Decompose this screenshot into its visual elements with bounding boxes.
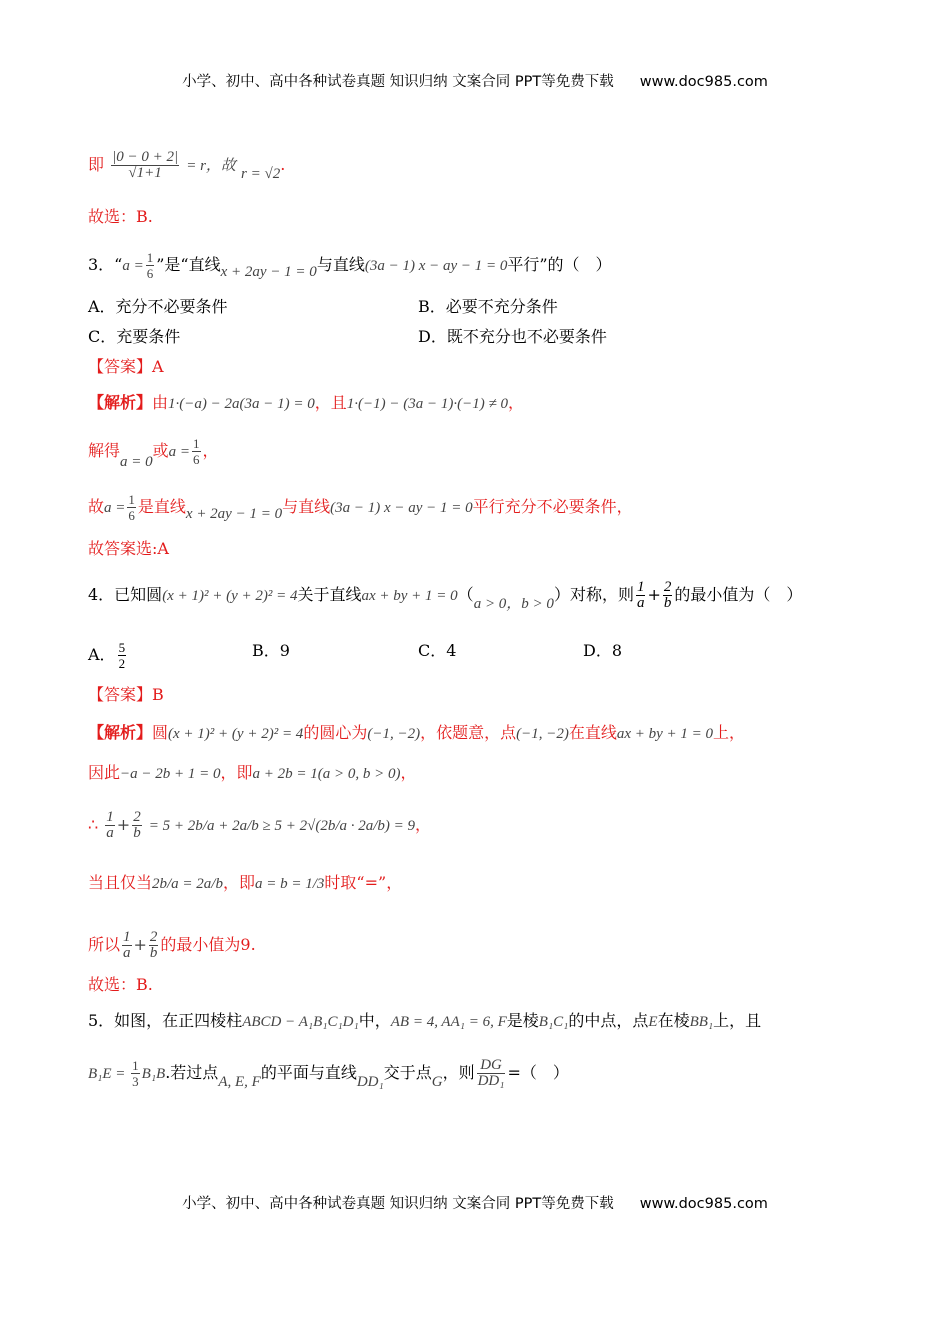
q3-analysis-2: 解得a = 0或a = $\frac{1}{6}$ ， bbox=[88, 436, 219, 470]
q3-analysis-1: 【解析】由1·(−a) − 2a(3a − 1) = 0，且1·(−1) − (3a − 1)·(−1) ≠ 0， bbox=[88, 393, 524, 412]
q4-answer: 【答案】B bbox=[88, 685, 164, 704]
q4-option-b[interactable]: B．9 bbox=[252, 641, 290, 660]
q3-option-c[interactable]: C．充要条件 bbox=[88, 327, 181, 346]
q4-analysis-6: 故选：B. bbox=[88, 975, 153, 994]
q5-stem-1: 5．如图，在正四棱柱ABCD − A₁B₁C₁D₁中，AB = 4, AA₁ = 6, F是棱B₁C₁的中点，点E在棱BB₁上，且 bbox=[88, 1011, 762, 1030]
page-footer bbox=[0, 1192, 950, 1213]
header-url[interactable]: www.doc985.com bbox=[639, 74, 768, 90]
q4-option-c[interactable]: C．4 bbox=[418, 641, 457, 660]
footer-url[interactable]: www.doc985.com bbox=[639, 1196, 768, 1212]
header-text: 小学、初中、高中各种试卷真题 知识归纳 文案合同 PPT等免费下载 bbox=[182, 74, 614, 90]
q4-analysis-1: 【解析】圆(x + 1)² + (y + 2)² = 4的圆心为(−1, −2)，依题意，点(−1, −2)在直线ax + by + 1 = 0上， bbox=[88, 723, 746, 742]
q4-analysis-3: ∴ $\frac{1}{a}$ + $\frac{2}{b}$ = 5 + 2b/a + 2a/b ≥ 5 + 2√(2b/a · 2a/b) = 9， bbox=[88, 809, 432, 841]
q4-analysis-5: 所以 $\frac{1}{a}$ + $\frac{2}{b}$ 的最小值为9. bbox=[88, 929, 256, 961]
q4-stem: 4．已知圆(x + 1)² + (y + 2)² = 4关于直线ax + by + 1 = 0（a > 0，b > 0）对称，则 $\frac{1}{a}$ + $\frac{2}{b}$ 的最小值为（ ） bbox=[88, 579, 803, 612]
footer-text: 小学、初中、高中各种试卷真题 知识归纳 文案合同 PPT等免费下载 bbox=[182, 1196, 614, 1212]
q3-analysis-4: 故答案选:A bbox=[88, 539, 169, 558]
q3-option-a[interactable]: A．充分不必要条件 bbox=[88, 297, 228, 316]
q4-option-a[interactable]: A． $\frac{5}{2}$ bbox=[88, 640, 126, 671]
q3-answer: 【答案】A bbox=[88, 357, 164, 376]
q4-analysis-2: 因此−a − 2b + 1 = 0，即a + 2b = 1(a > 0, b > 0)， bbox=[88, 763, 417, 782]
q3-option-d[interactable]: D．既不充分也不必要条件 bbox=[418, 327, 607, 346]
q4-analysis-4: 当且仅当2b/a = 2a/b，即a = b = 1/3时取“=”， bbox=[88, 873, 403, 892]
prev-choice: 故选：B. bbox=[88, 207, 153, 226]
prev-solution-line: 即 $\frac{|0 - 0 + 2|}{√1+1}$ = r，故 r = √2. bbox=[88, 149, 286, 182]
q4-option-d[interactable]: D．8 bbox=[583, 641, 623, 660]
q3-option-b[interactable]: B．必要不充分条件 bbox=[418, 297, 558, 316]
q5-stem-2: B₁E = $\frac{1}{3}$ B₁B.若过点A, E, F的平面与直线DD₁交于点G，则 $\frac{DG}{\text{DD₁}}$ =（ ） bbox=[88, 1057, 569, 1090]
q3-analysis-3: 故a = $\frac{1}{6}$ 是直线x + 2ay − 1 = 0与直线(3a − 1) x − ay − 1 = 0平行充分不必要条件， bbox=[88, 492, 633, 523]
q3-stem: 3．“a = $\frac{1}{6}$ ”是“直线x + 2ay − 1 = 0与直线(3a − 1) x − ay − 1 = 0平行”的（ ） bbox=[88, 250, 612, 281]
page-header bbox=[0, 70, 950, 91]
